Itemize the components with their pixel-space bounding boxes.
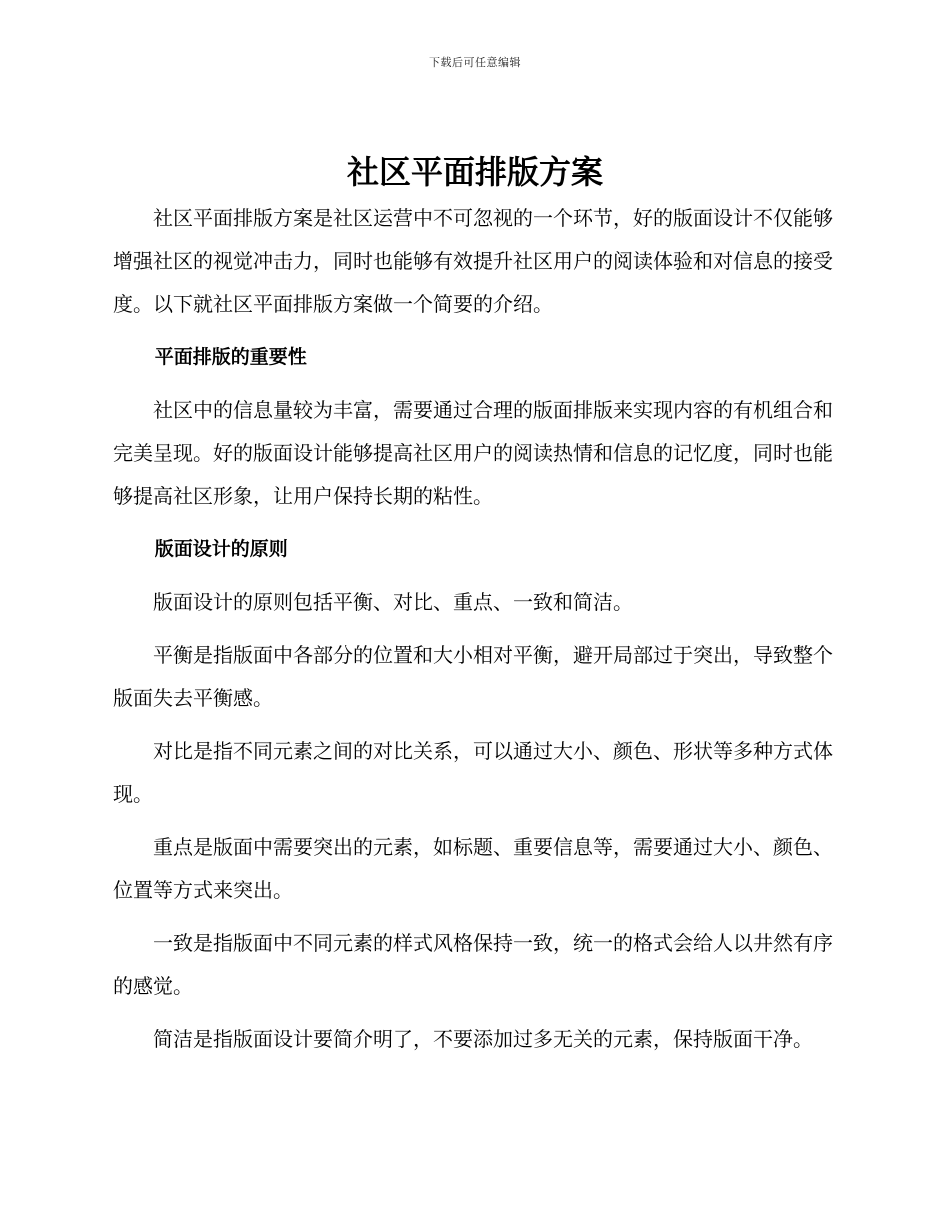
paragraph-contrast: 对比是指不同元素之间的对比关系，可以通过大小、颜色、形状等多种方式体现。 bbox=[113, 739, 833, 806]
paragraph-importance: 社区中的信息量较为丰富，需要通过合理的版面排版来实现内容的有机组合和完美呈现。好的版面设计能够提高社区用户的阅读热情和信息的记忆度，同时也能够提高社区形象，让用户保持长期的粘性。 bbox=[113, 398, 833, 508]
paragraph-principles-overview: 版面设计的原则包括平衡、对比、重点、一致和简洁。 bbox=[153, 590, 633, 614]
paragraph-emphasis: 重点是版面中需要突出的元素，如标题、重要信息等，需要通过大小、颜色、位置等方式来突出。 bbox=[113, 835, 833, 902]
paragraph-consistency: 一致是指版面中不同元素的样式风格保持一致，统一的格式会给人以井然有序的感觉。 bbox=[113, 931, 833, 998]
paragraph-balance: 平衡是指版面中各部分的位置和大小相对平衡，避开局部过于突出，导致整个版面失去平衡感。 bbox=[113, 643, 833, 710]
section-heading-principles: 版面设计的原则 bbox=[154, 538, 288, 560]
document-body bbox=[113, 197, 833, 1071]
section-heading-importance: 平面排版的重要性 bbox=[154, 346, 307, 368]
document-title: 社区平面排版方案 bbox=[346, 153, 603, 191]
header-note: 下载后可任意编辑 bbox=[429, 56, 521, 69]
intro-paragraph: 社区平面排版方案是社区运营中不可忽视的一个环节，好的版面设计不仅能够增强社区的视觉冲击力，同时也能够有效提升社区用户的阅读体验和对信息的接受度。以下就社区平面排版方案做一个简要的介绍。 bbox=[113, 206, 833, 316]
paragraph-simplicity: 简洁是指版面设计要简介明了，不要添加过多无关的元素，保持版面干净。 bbox=[153, 1027, 813, 1051]
